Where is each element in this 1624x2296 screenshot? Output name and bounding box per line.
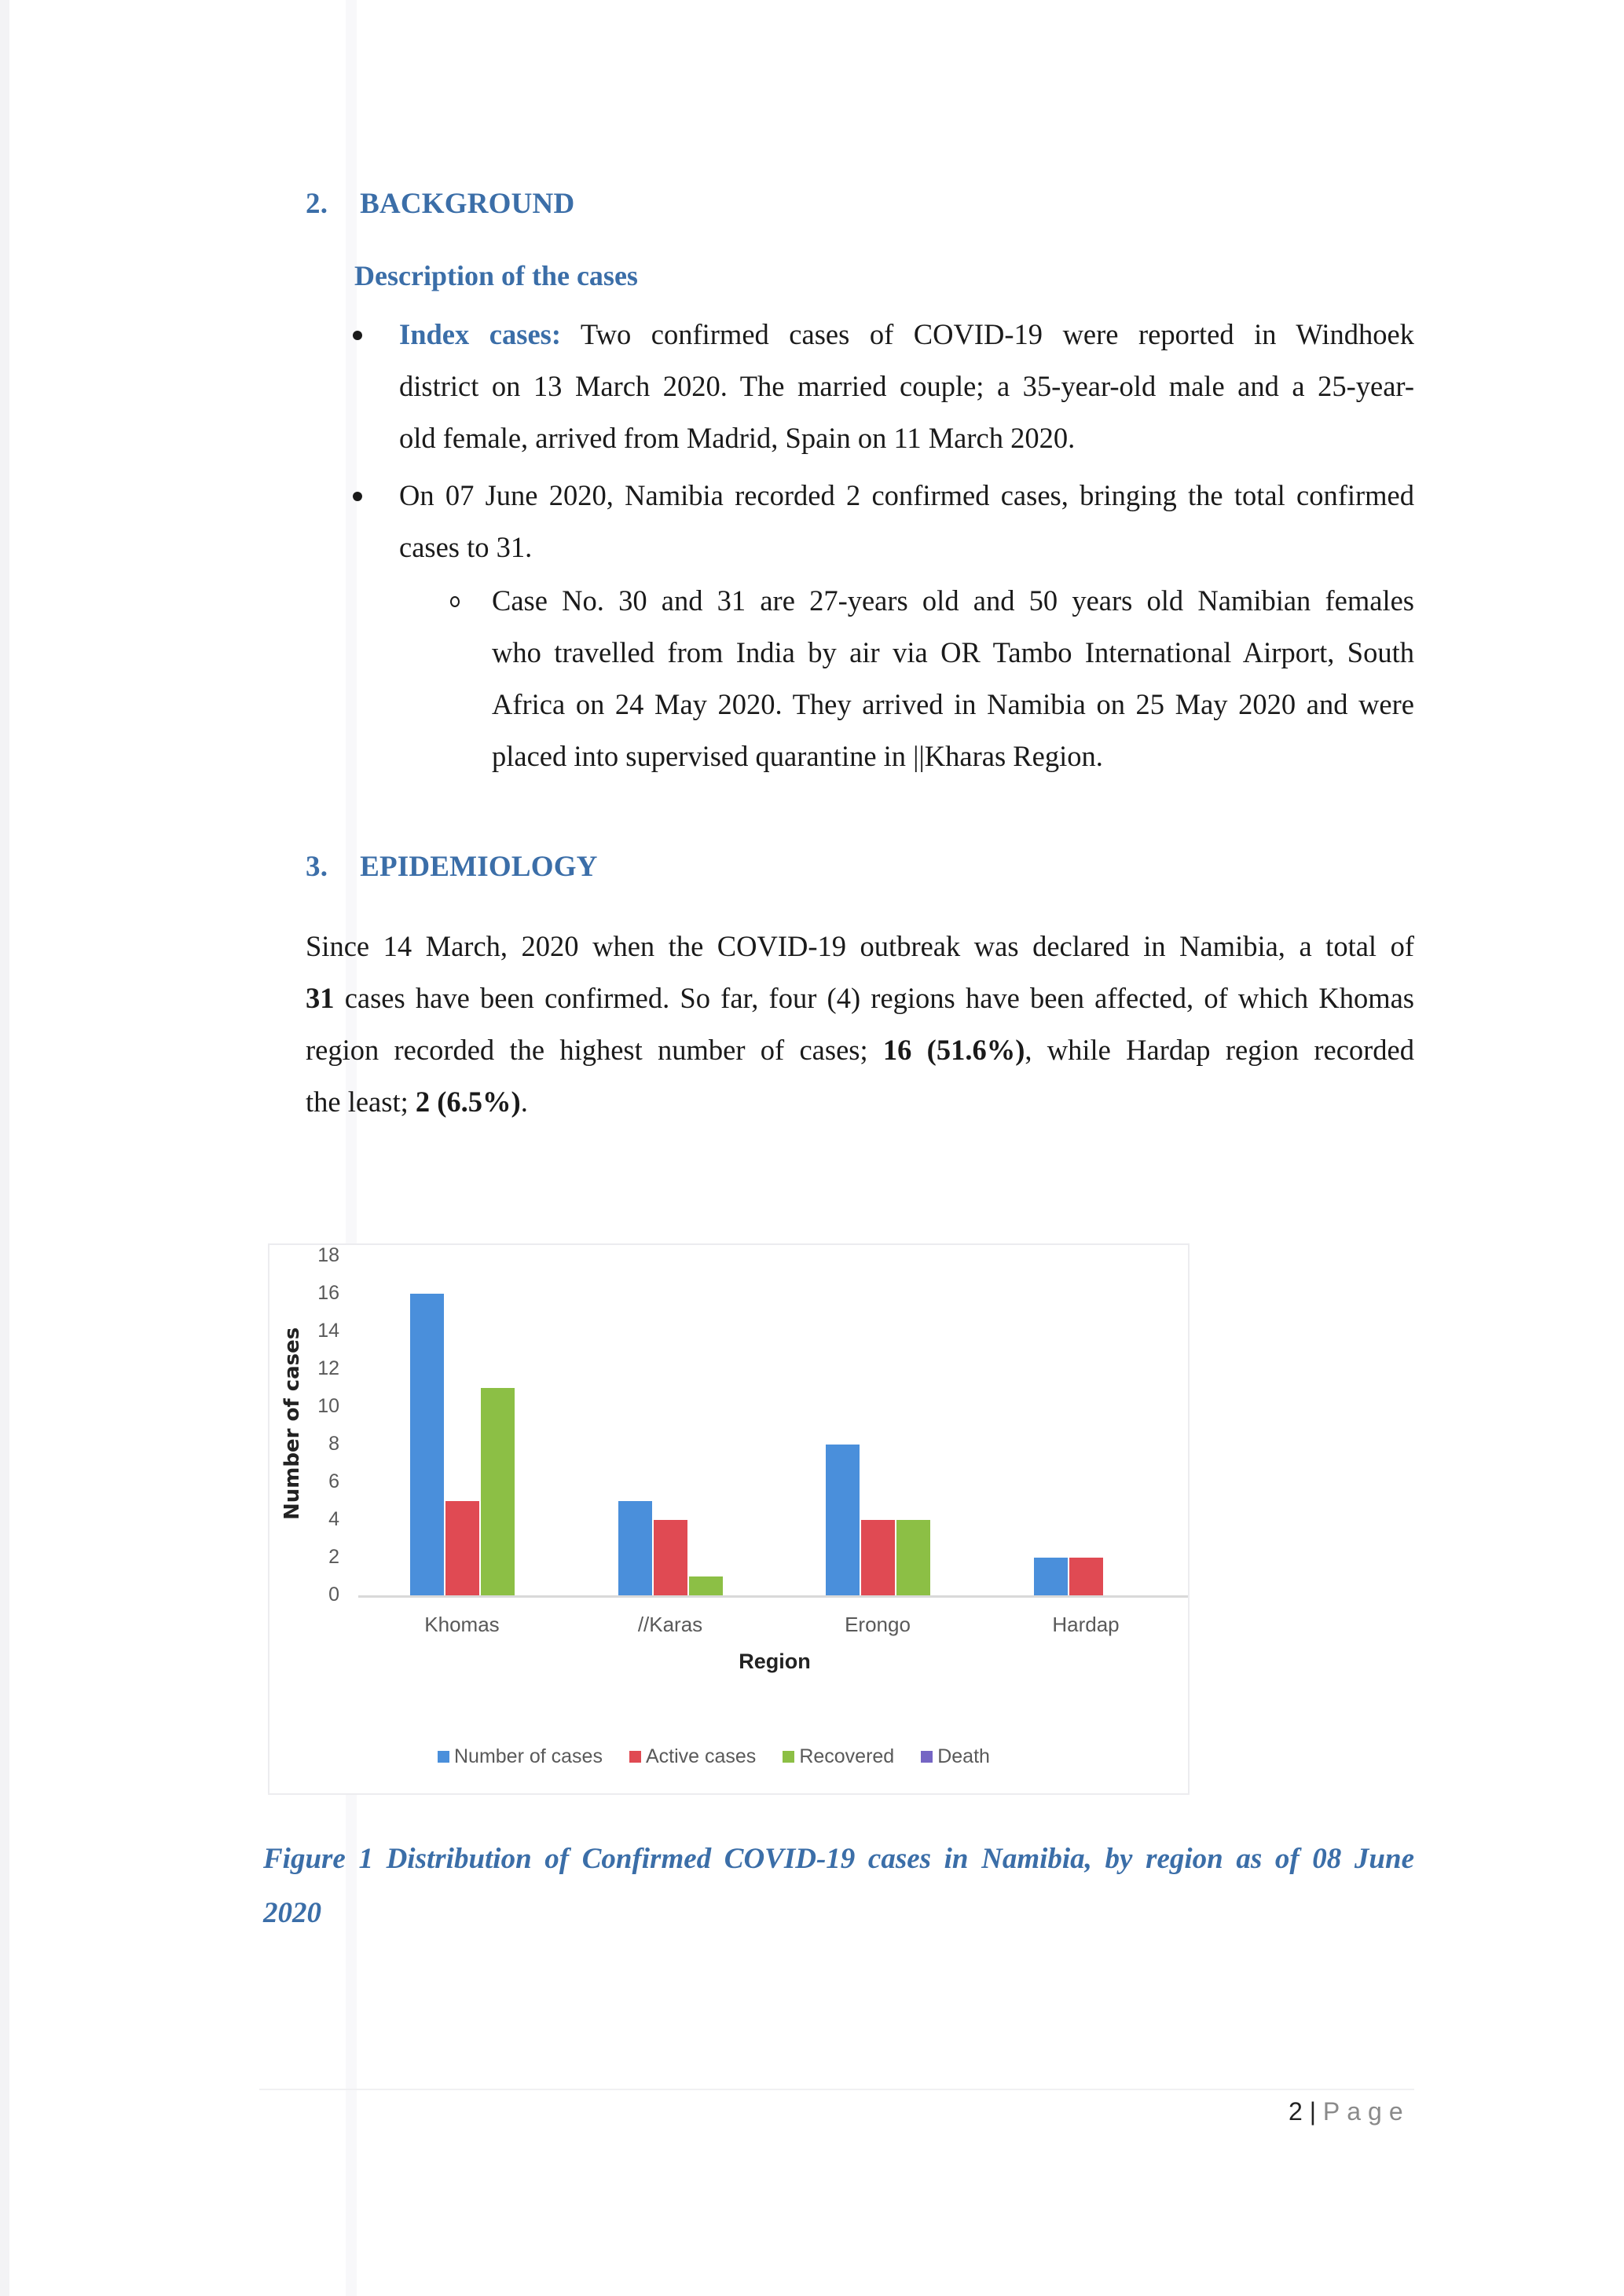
index-cases-label: Index cases: <box>399 318 562 350</box>
page-label: Page <box>1322 2097 1410 2126</box>
y-tick-label: 16 <box>317 1282 339 1304</box>
x-axis-title: Region <box>739 1650 811 1673</box>
y-tick-label: 0 <box>328 1584 339 1606</box>
section-number: 3. <box>306 851 328 883</box>
bar-number-of-cases <box>618 1501 652 1595</box>
bar-active-cases <box>445 1501 479 1595</box>
chart-legend <box>438 1745 990 1768</box>
legend-label: Recovered <box>799 1745 895 1767</box>
bullet-line: cases to 31. <box>399 531 533 563</box>
bar-recovered <box>481 1388 515 1595</box>
y-tick-label: 4 <box>328 1508 339 1530</box>
section-title: EPIDEMIOLOGY <box>360 851 598 883</box>
sub-bullet-line: Case No. 30 and 31 are 27-years old and 50 years old Namibian females <box>492 584 1414 617</box>
bar-recovered <box>689 1576 723 1595</box>
y-tick-label: 18 <box>317 1244 339 1266</box>
y-tick-label: 10 <box>317 1395 339 1417</box>
bar-active-cases <box>654 1520 687 1595</box>
caption-line: Figure 1 Distribution of Confirmed COVID-19 cases in Namibia, by region as of 08 June <box>263 1843 1414 1875</box>
page-number: 2 <box>1289 2097 1303 2126</box>
y-axis-title: Number of cases <box>280 1327 304 1520</box>
legend-label: Number of cases <box>454 1745 603 1767</box>
bullet-june-cases <box>399 470 1414 573</box>
y-tick-label: 8 <box>328 1433 339 1455</box>
x-axis-line <box>358 1595 1188 1598</box>
sub-bullet-circle-icon <box>450 596 460 607</box>
legend-label: Active cases <box>645 1745 757 1767</box>
y-tick-label: 12 <box>317 1357 339 1379</box>
section-heading-background <box>306 187 574 221</box>
legend-item <box>783 1745 894 1768</box>
bullet-icon <box>353 331 362 340</box>
subheading-description: Description of the cases <box>354 260 638 291</box>
scan-edge <box>0 0 9 2296</box>
section-number: 2. <box>306 188 328 220</box>
sub-bullet-line: who travelled from India by air via OR Tambo International Airport, South <box>492 636 1414 668</box>
y-tick-label: 2 <box>328 1546 339 1568</box>
bar-number-of-cases <box>826 1445 860 1595</box>
caption-line: 2020 <box>263 1897 321 1929</box>
y-tick-label: 6 <box>328 1470 339 1492</box>
bar-recovered <box>896 1520 930 1595</box>
khomas-cases-value: 16 (51.6%) <box>882 1034 1025 1066</box>
section-heading-epidemiology <box>306 850 598 884</box>
bar-active-cases <box>1069 1558 1103 1595</box>
bullet-line: Index cases: Two confirmed cases of COVID-19 were reported in Windhoek <box>399 318 1415 350</box>
bullet-index-cases <box>399 309 1414 464</box>
paragraph-line: region recorded the highest number of cases; 16 (51.6%), while Hardap region recorded <box>306 1034 1415 1066</box>
scan-shadow <box>346 0 357 2296</box>
figure-caption <box>263 1832 1414 1940</box>
page-footer <box>1289 2097 1410 2126</box>
legend-swatch-icon <box>438 1751 449 1763</box>
bar-chart <box>268 1243 1190 1795</box>
bullet-line: district on 13 March 2020. The married couple; a 35-year-old male and a 25-year- <box>399 370 1414 402</box>
epidemiology-paragraph <box>306 921 1414 1128</box>
sub-bullet-line: placed into supervised quarantine in ||Kharas Region. <box>492 740 1103 772</box>
paragraph-line: 31 cases have been confirmed. So far, four (4) regions have been affected, of which Khomas <box>306 982 1414 1014</box>
x-tick-label: Erongo <box>845 1613 911 1636</box>
bullet-line: old female, arrived from Madrid, Spain on 11 March 2020. <box>399 422 1076 454</box>
sub-bullet-line: Africa on 24 May 2020. They arrived in Namibia on 25 May 2020 and were <box>492 688 1414 720</box>
legend-swatch-icon <box>629 1751 641 1763</box>
x-tick-label: //Karas <box>637 1613 703 1636</box>
bullet-line: On 07 June 2020, Namibia recorded 2 confirmed cases, bringing the total confirmed <box>399 479 1414 511</box>
sub-bullet-cases-30-31 <box>492 575 1414 782</box>
hardap-cases-value: 2 (6.5%) <box>415 1086 521 1118</box>
x-tick-label: Khomas <box>424 1613 500 1636</box>
bar-number-of-cases <box>1034 1558 1068 1595</box>
y-tick-label: 14 <box>317 1320 339 1342</box>
section-title: BACKGROUND <box>360 188 575 220</box>
legend-swatch-icon <box>783 1751 794 1763</box>
paragraph-line: the least; 2 (6.5%). <box>306 1086 528 1118</box>
paragraph-line: Since 14 March, 2020 when the COVID-19 outbreak was declared in Namibia, a total of <box>306 930 1414 962</box>
legend-item <box>921 1745 990 1768</box>
footer-divider <box>259 2089 1414 2090</box>
total-cases-value: 31 <box>306 982 335 1014</box>
bar-active-cases <box>861 1520 895 1595</box>
legend-item <box>438 1745 603 1768</box>
x-tick-label: Hardap <box>1052 1613 1120 1636</box>
legend-label: Death <box>937 1745 990 1767</box>
bullet-icon <box>353 492 362 501</box>
bar-number-of-cases <box>410 1294 444 1595</box>
page-separator: | <box>1309 2097 1316 2126</box>
legend-item <box>629 1745 756 1768</box>
legend-swatch-icon <box>921 1751 933 1763</box>
